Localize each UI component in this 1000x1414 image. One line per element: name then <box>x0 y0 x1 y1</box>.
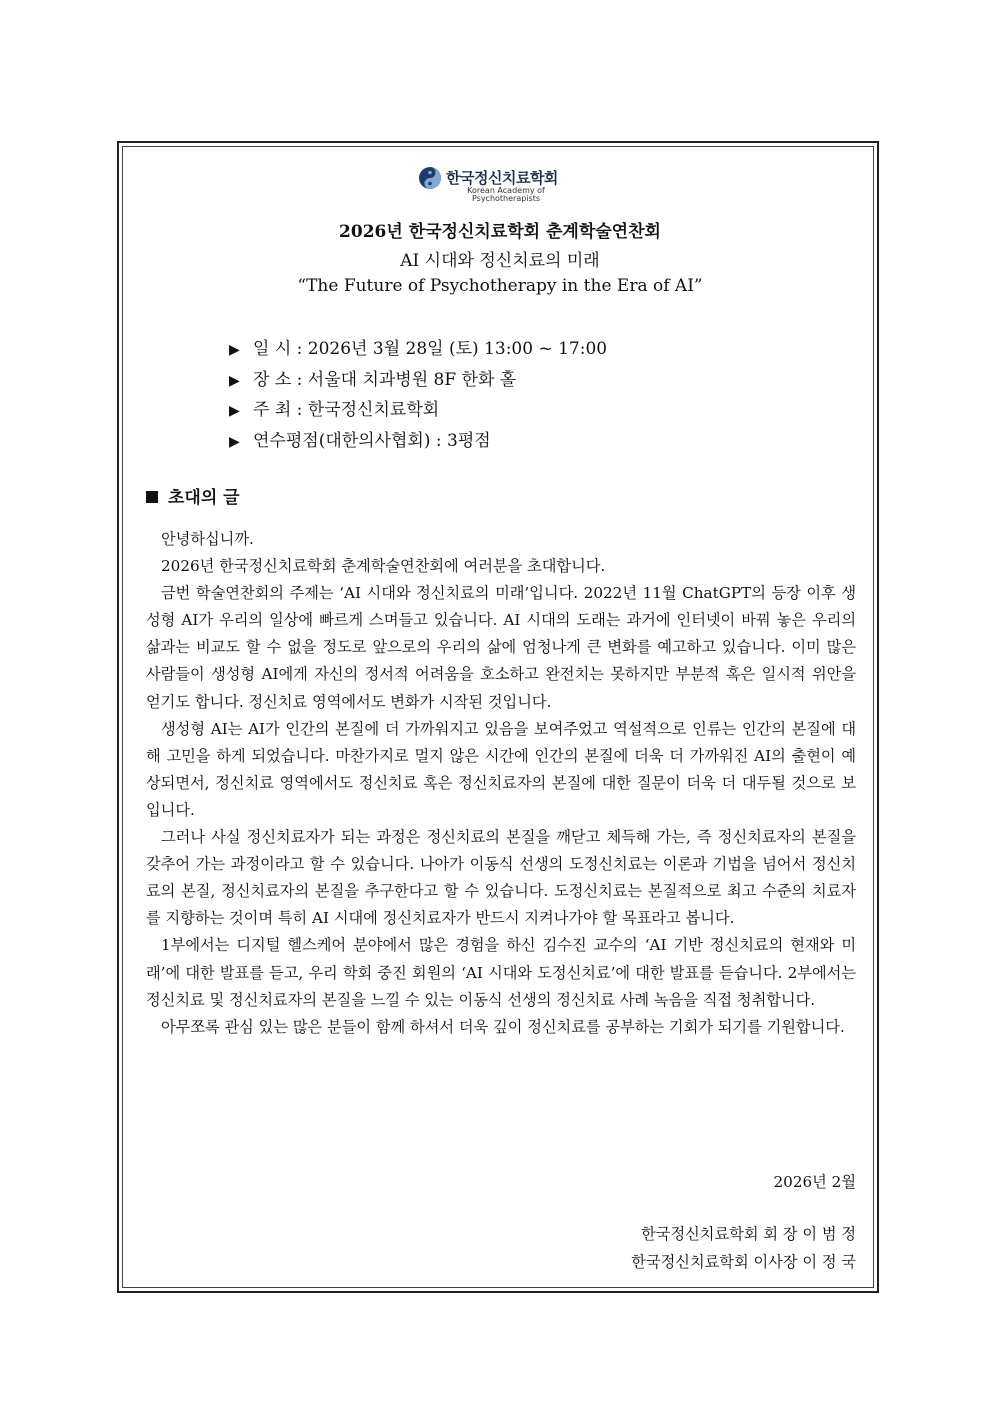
event-date-text: 일 시 : 2026년 3월 28일 (토) 13:00 ~ 17:00 <box>253 339 608 359</box>
bullet-arrow-icon: ▶ <box>229 403 240 419</box>
logo-english-line2: Psychotherapists <box>471 194 541 203</box>
event-info-list <box>229 335 607 457</box>
event-credit-text: 연수평점(대한의사협회) : 3평점 <box>253 430 491 451</box>
letter-date: 2026년 2월 <box>773 1173 856 1191</box>
letter-paragraph: 그러나 사실 정신치료자가 되는 과정은 정신치료의 본질을 깨닫고 체득해 가는, 즉 정신치료자의 본질을 갖추어 가는 과정이라고 할 수 있습니다. 나아가 이동식 선생의 도정신치료는 이론과 기법을 넘어서 정신치료의 본질, 정신치료자의 본질을 추구한다고 할 수 있습니다. 도정신치료는 본질적으로 최고 수준의 치료자를 지향하는 것이며 특히 AI 시대에 정신치료자가 반드시 지켜나가야 할 목표라고 봅니다. <box>146 828 856 928</box>
letter-paragraph: 안녕하십니까. <box>161 530 254 548</box>
invitation-heading <box>146 483 240 508</box>
society-emblem-icon <box>418 166 442 190</box>
event-date-row <box>229 335 607 366</box>
letter-paragraph: 생성형 AI는 AI가 인간의 본질에 더 가까워지고 있음을 보여주었고 역설적으로 인류는 인간의 본질에 대해 고민을 하게 되었습니다. 마찬가지로 멀지 않은 시간에 인간의 본질에 더욱 더 가까워진 AI의 출현이 예상되면서, 정신치료 영역에서도 정신치료 혹은 정신치료자의 본질에 대한 질문이 더욱 더 대두될 것으로 보입니다. <box>146 719 856 819</box>
bullet-arrow-icon: ▶ <box>229 433 240 450</box>
letter-paragraph: 아무쪼록 관심 있는 많은 분들이 함께 하셔서 더욱 깊이 정신치료를 공부하는 기회가 되기를 기원합니다. <box>161 1017 845 1036</box>
logo-korean-name: 한국정신치료학회 <box>446 169 558 187</box>
event-subtitle: AI 시대와 정신치료의 미래 <box>400 251 600 271</box>
event-english-title: “The Future of Psychotherapy in the Era of AI” <box>297 276 703 296</box>
letter-paragraph: 2026년 한국정신치료학회 춘계학술연찬회에 여러분을 초대합니다. <box>161 557 606 576</box>
event-host-text: 주 최 : 한국정신치료학회 <box>253 400 440 420</box>
bullet-arrow-icon: ▶ <box>229 342 240 358</box>
society-logo <box>418 166 588 206</box>
president-signature: 한국정신치료학회 회 장 이 범 정 <box>641 1225 856 1243</box>
event-venue-row <box>229 366 607 397</box>
bullet-arrow-icon: ▶ <box>229 372 240 389</box>
square-bullet-icon <box>146 491 158 503</box>
event-host-row <box>229 396 607 427</box>
logo-english-line1: Korean Academy of <box>467 186 545 195</box>
event-venue-text: 장 소 : 서울대 치과병원 8F 한화 홀 <box>253 369 517 390</box>
event-title: 2026년 한국정신치료학회 춘계학술연찬회 <box>339 222 661 242</box>
logo-english-name <box>446 187 566 203</box>
chairman-signature: 한국정신치료학회 이사장 이 정 국 <box>631 1253 856 1271</box>
event-credit-row <box>229 427 607 458</box>
invitation-letter <box>146 526 856 1041</box>
invitation-heading-text: 초대의 글 <box>168 488 240 508</box>
letter-paragraph: 1부에서는 디지털 헬스케어 분야에서 많은 경험을 하신 김수진 교수의 ‘AI 기반 정신치료의 현재와 미래’에 대한 발표를 듣고, 우리 학회 중진 회원의 ‘AI 시대와 도정신치료’에 대한 발표를 듣습니다. 2부에서는 정신치료 및 정신치료자의 본질을 느낄 수 있는 이동식 선생의 정신치료 사례 녹음을 직접 청취합니다. <box>146 936 856 1009</box>
letter-paragraph: 금번 학술연찬회의 주제는 ‘AI 시대와 정신치료의 미래’입니다. 2022년 11월 ChatGPT의 등장 이후 생성형 AI가 우리의 일상에 빠르게 스며들고 있습니다. AI 시대의 도래는 과거에 인터넷이 바꿔 놓은 우리의 삶과는 비교도 할 수 없을 정도로 앞으로의 우리의 삶에 엄청나게 큰 변화를 예고하고 있습니다. 이미 많은 사람들이 생성형 AI에게 자신의 정서적 어려움을 호소하고 완전치는 못하지만 부분적 혹은 일시적 위안을 얻기도 합니다. 정신치료 영역에서도 변화가 시작된 것입니다. <box>146 584 856 711</box>
